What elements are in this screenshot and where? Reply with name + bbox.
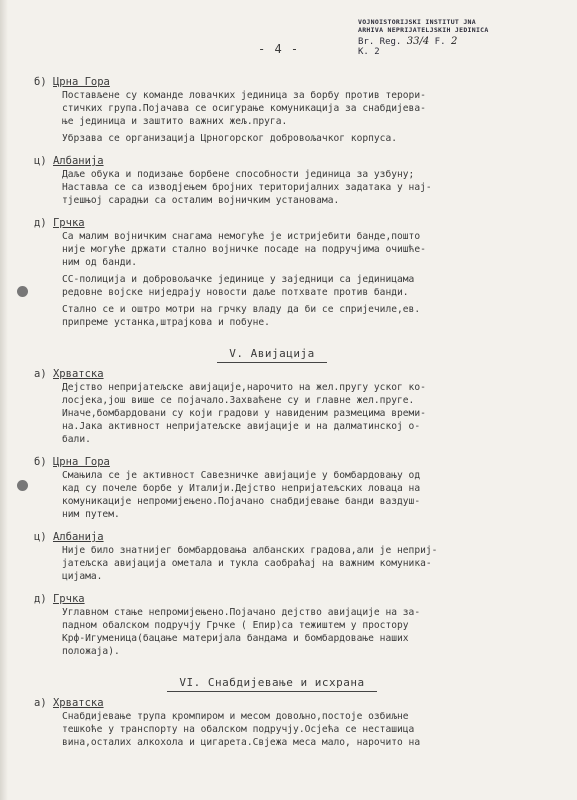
text-line: Наставља се са изводјењем бројних територијалних задатака у нај- <box>62 182 432 193</box>
text-line: на.Јака активност непријатељске авијације и на далматинској о- <box>62 421 421 432</box>
text-line: падном обалском подручју Грчке ( Епир)са тежиштем у простору <box>62 620 409 631</box>
section-letter: а) <box>34 368 47 380</box>
section-title: Албанија <box>52 531 104 543</box>
stamp-k-row <box>358 48 528 56</box>
section-title: Грчка <box>52 217 85 229</box>
text-line: вина,осталих алкохола и цигарета.Свјежа меса мало, нарочито на <box>62 737 421 748</box>
text-line: Дејство непријатељске авијације,нарочито на жел.пругу уског ко- <box>62 382 426 393</box>
section-heading <box>34 155 547 168</box>
text-line: ње јединица и заштито важних жељ.пруга. <box>62 116 288 127</box>
text-line: припреме устанка,штрајкова и побуне. <box>62 317 270 328</box>
section-letter: а) <box>34 697 47 709</box>
paragraph <box>62 544 547 583</box>
page-number: - 4 - <box>258 42 300 56</box>
stamp-k-value: 2 <box>374 47 380 57</box>
text-line: комуникације непромијењено.Појачано снабдијевање банди ваздуш- <box>62 496 421 507</box>
section-letter: б) <box>34 76 47 88</box>
section-heading <box>34 697 547 710</box>
text-line: Није било знатнијег бомбардовања албанских градова,али је неприј- <box>62 545 438 556</box>
text-line: Са малим војничким снагама немогуће је истријебити банде,пошто <box>62 231 421 242</box>
text-line: Смањила се је активност Савезничке авијације у бомбардовању од <box>62 470 421 481</box>
text-line: бали. <box>62 434 91 445</box>
sections-block-aviation <box>34 368 547 668</box>
chapter-heading-v <box>62 347 482 360</box>
paragraph <box>62 273 547 299</box>
section-heading <box>34 531 547 544</box>
section-letter: д) <box>34 217 47 229</box>
section-heading <box>34 456 547 469</box>
text-line: тјешњој сарадњи са осталим војничким установама. <box>62 195 340 206</box>
section-letter: д) <box>34 593 47 605</box>
text-line: Иначе,бомбардовани су који градови у навиденим размецима времи- <box>62 408 426 419</box>
stamp-institute-line2: ARHIVA NEPRIJATELJSKIH JEDINICA <box>358 26 489 34</box>
paragraph <box>62 230 547 269</box>
punch-hole-upper <box>17 286 28 297</box>
text-line: положаја). <box>62 646 120 657</box>
section-letter: б) <box>34 456 47 468</box>
stamp-reg-label: Br. Reg. <box>358 37 402 47</box>
chapter-heading-vi <box>62 676 482 689</box>
page-edge-shadow <box>0 0 8 800</box>
section-letter: ц) <box>34 155 47 167</box>
paragraph <box>62 168 547 207</box>
text-line: ним од банди. <box>62 257 138 268</box>
chapter-v-title: V. Авијација <box>217 347 326 363</box>
archive-stamp <box>358 18 528 56</box>
section-title: Црна Гора <box>52 456 110 468</box>
text-line: Стално се и оштро мотри на грчку владу да би се спријечиле,ев. <box>62 304 421 315</box>
text-line: Даље обука и подизање борбене способности јединица за узбуну; <box>62 169 415 180</box>
text-line: Крф-Игуменица(бацање материјала бандама и бомбардовање наших <box>62 633 409 644</box>
document-body <box>34 76 547 759</box>
section-letter: ц) <box>34 531 47 543</box>
section-title: Албанија <box>52 155 104 167</box>
stamp-f-value: 2 <box>450 36 458 47</box>
paragraph <box>62 303 547 329</box>
text-line: лосјека,још више се појачало.Захваћене су и главне жел.пруге. <box>62 395 415 406</box>
paragraph <box>62 381 547 446</box>
section-title: Хрватска <box>52 697 104 709</box>
paragraph <box>62 89 547 128</box>
sections-block-supply <box>34 697 547 759</box>
section-heading <box>34 76 547 89</box>
text-line: Убрзава се организација Црногорског добровољачког корпуса. <box>62 133 398 144</box>
stamp-reg-value: 33/4 <box>406 36 430 47</box>
section-heading <box>34 217 547 230</box>
text-line: није могуће држати стално војничке посаде на подручјима очишће- <box>62 244 426 255</box>
text-line: јатељска авијација ометала и тукла саобраћај на важним комуника- <box>62 558 432 569</box>
stamp-k-label: K. <box>358 47 369 57</box>
paragraph <box>62 710 547 749</box>
section-heading <box>34 593 547 606</box>
punch-hole-lower <box>17 480 28 491</box>
paragraph <box>62 469 547 521</box>
paragraph <box>62 606 547 658</box>
stamp-registry-row <box>358 38 528 46</box>
section-title: Хрватска <box>52 368 104 380</box>
stamp-institute-line1: VOJNOISTORIJSKI INSTITUT JNA <box>358 18 476 26</box>
chapter-vi-title: VI. Снабдијевање и исхрана <box>167 676 376 692</box>
sections-block-intro <box>34 76 547 339</box>
text-line: кад су почеле борбе у Италији.Дејство непријатељских ловаца на <box>62 483 421 494</box>
stamp-f-label: F. <box>434 37 446 47</box>
text-line: Углавном стање непромијењено.Појачано дејство авијације на за- <box>62 607 421 618</box>
section-heading <box>34 368 547 381</box>
text-line: СС-полиција и добровољачке јединице у заједници са јединицама <box>62 274 415 285</box>
text-line: стичких група.Појачава се осигурање комуникација за снабдијева- <box>62 103 426 114</box>
text-line: Снабдијевање трупа кромпиром и месом довољно,постоје озбиљне <box>62 711 409 722</box>
section-title: Грчка <box>52 593 85 605</box>
text-line: редовне војске ниједрају новости даље потхвате против банди. <box>62 287 409 298</box>
text-line: ним путем. <box>62 509 120 520</box>
text-line: цијама. <box>62 571 103 582</box>
text-line: Постављене су команде ловачких јединица за борбу против терори- <box>62 90 426 101</box>
section-title: Црна Гора <box>52 76 110 88</box>
text-line: тешкоће у транспорту на обалском подручју.Осјећа се несташица <box>62 724 415 735</box>
paragraph <box>62 132 547 145</box>
